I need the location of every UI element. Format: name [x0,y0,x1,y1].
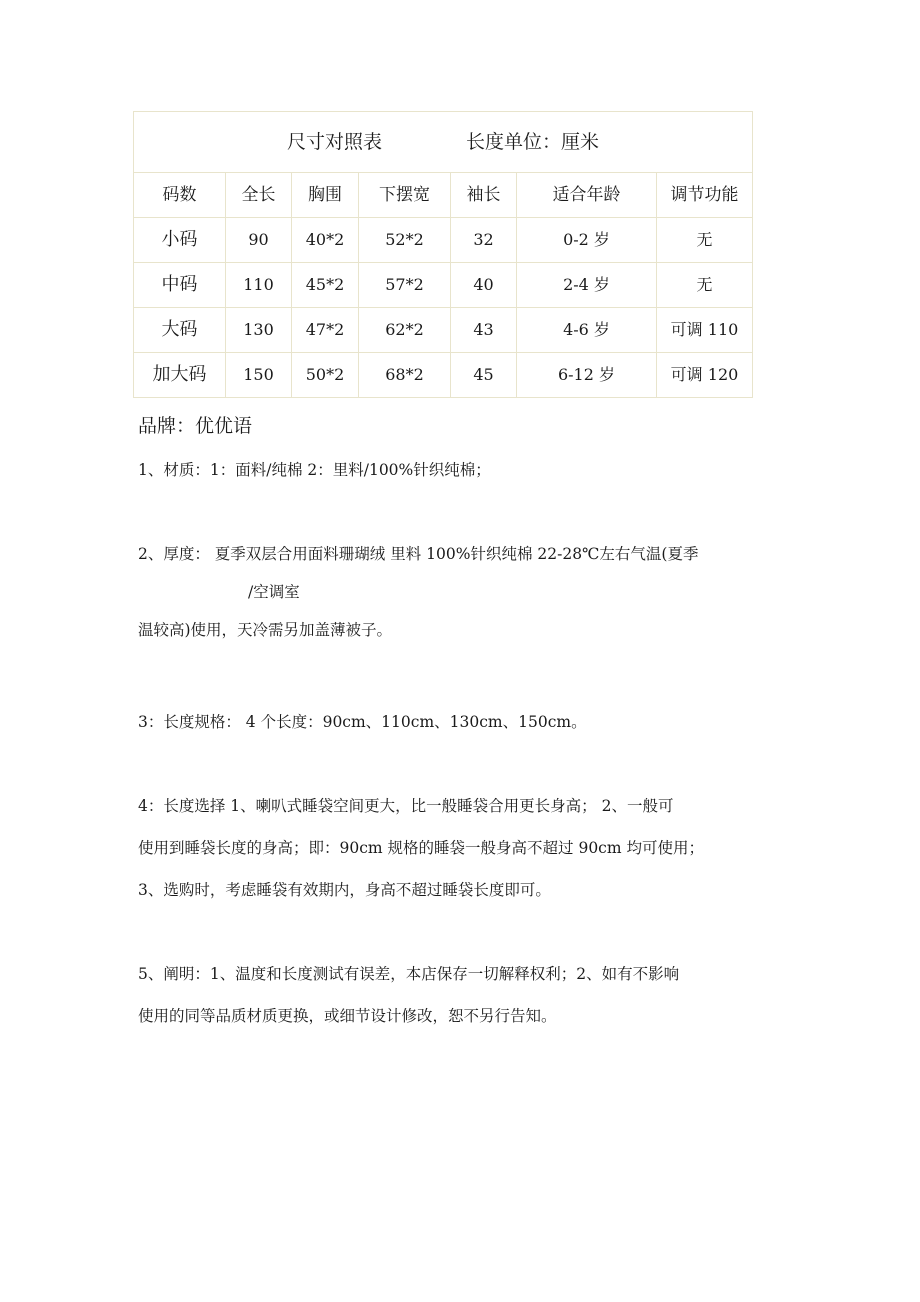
length-choice-line-2: 使用到睡袋长度的身高；即：90cm 规格的睡袋一般身高不超过 90cm 均可使用； [138,839,704,857]
table-cell: 中码 [134,263,226,308]
statement-line-1: 5、阐明：1、温度和长度测试有误差，本店保存一切解释权利；2、如有不影响 [138,965,680,983]
table-cell: 52*2 [359,218,451,263]
table-row [134,218,753,263]
table-cell: 47*2 [292,308,359,353]
table-cell: 150 [226,353,292,398]
table-cell: 43 [451,308,517,353]
thickness-line-2: /空调室 [248,583,300,601]
table-cell: 110 [226,263,292,308]
table-unit: 长度单位：厘米 [466,130,600,153]
table-title: 尺寸对照表 [286,130,382,153]
table-row [134,353,753,398]
length-choice-line-3: 3、选购时，考虑睡袋有效期内，身高不超过睡袋长度即可。 [138,881,551,899]
table-cell: 可调 110 [657,308,753,353]
table-cell: 无 [657,263,753,308]
table-cell: 45 [451,353,517,398]
table-cell: 40 [451,263,517,308]
table-cell: 130 [226,308,292,353]
length-choice-paragraph [138,785,798,911]
material-line: 1、材质：1：面料/纯棉 2：里料/100%针织纯棉； [138,461,491,479]
header-cell-size: 码数 [134,173,226,218]
thickness-paragraph [138,533,798,651]
length-spec-line: 3：长度规格： 4 个长度：90cm、110cm、130cm、150cm。 [138,713,587,731]
thickness-line-3: 温较高)使用，天冷需另加盖薄被子。 [138,621,393,639]
table-cell: 40*2 [292,218,359,263]
table-cell: 57*2 [359,263,451,308]
table-cell: 90 [226,218,292,263]
table-header-row [134,173,753,218]
table-cell: 小码 [134,218,226,263]
header-cell-hem: 下摆宽 [359,173,451,218]
table-cell: 无 [657,218,753,263]
header-cell-adjust: 调节功能 [657,173,753,218]
table-cell: 2-4 岁 [517,263,657,308]
table-cell: 6-12 岁 [517,353,657,398]
length-choice-line-1: 4：长度选择 1、喇叭式睡袋空间更大，比一般睡袋合用更长身高； 2、一般可 [138,797,674,815]
material-paragraph [138,449,798,491]
thickness-line-1: 2、厚度： 夏季双层合用面料珊瑚绒 里料 100%针织纯棉 22-28℃左右气温(夏季 [138,545,699,563]
statement-paragraph [138,953,798,1037]
table-title-row [134,112,753,173]
table-cell: 大码 [134,308,226,353]
table-cell: 45*2 [292,263,359,308]
table-cell: 0-2 岁 [517,218,657,263]
table-row [134,263,753,308]
table-cell: 50*2 [292,353,359,398]
brand-heading: 品牌：优优语 [138,415,253,437]
header-cell-length: 全长 [226,173,292,218]
header-cell-age: 适合年龄 [517,173,657,218]
size-chart-table [133,111,753,398]
table-row [134,308,753,353]
table-cell: 可调 120 [657,353,753,398]
table-cell: 68*2 [359,353,451,398]
table-cell: 32 [451,218,517,263]
table-cell: 加大码 [134,353,226,398]
table-cell: 62*2 [359,308,451,353]
header-cell-sleeve: 袖长 [451,173,517,218]
table-title-cell [134,112,753,173]
table-cell: 4-6 岁 [517,308,657,353]
length-spec-paragraph [138,701,798,743]
statement-line-2: 使用的同等品质材质更换，或细节设计修改，恕不另行告知。 [138,1007,557,1025]
header-cell-chest: 胸围 [292,173,359,218]
